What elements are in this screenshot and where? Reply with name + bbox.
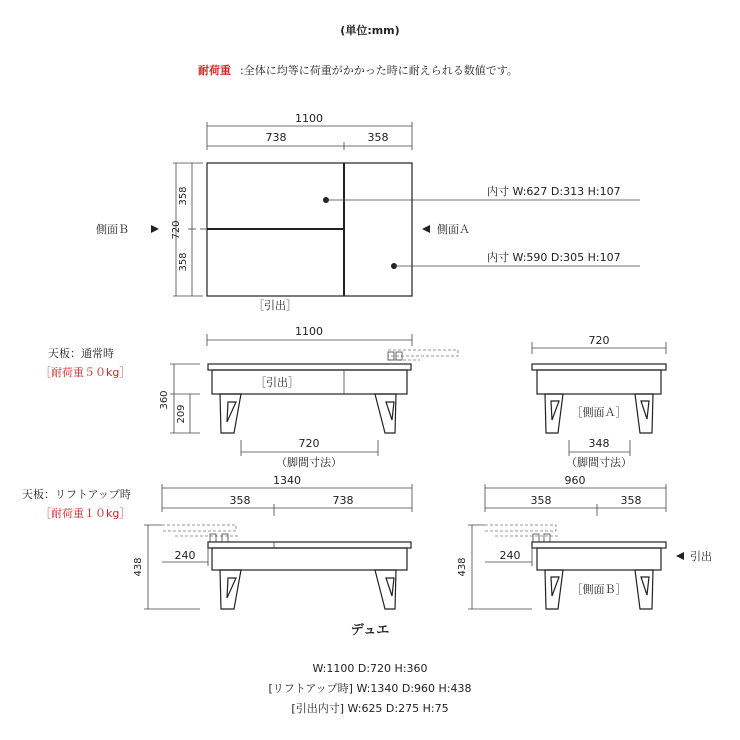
unit-label: (単位:mm) (340, 24, 400, 37)
lift-body (212, 548, 407, 570)
spec-1: W:1100 D:720 H:360 (312, 662, 428, 675)
lift-side-width: 960 (564, 474, 586, 487)
plan-depth-bottom: 358 (178, 252, 189, 272)
normal-height: 360 (159, 390, 170, 410)
lift-width: 1340 (273, 474, 301, 487)
lift-side-seg-right: 358 (620, 494, 642, 507)
inner-dim-1: 内寸 W:627 D:313 H:107 (487, 185, 621, 198)
side-width: 720 (588, 334, 610, 347)
load-note-text: :全体に均等に荷重がかかった時に耐えられる数値です。 (240, 64, 518, 77)
normal-leg-span: 720 (298, 437, 320, 450)
spec-3: [引出内寸] W:625 D:275 H:75 (291, 702, 449, 715)
normal-drawer: ［引出］ (255, 376, 299, 389)
normal-leg-caption: （脚間寸法） (276, 456, 342, 469)
normal-load: ［耐荷重５０kg］ (40, 366, 131, 379)
side-b-label-2: ［側面Ｂ］ (571, 583, 627, 596)
side-a-label: 側面Ａ (437, 223, 470, 236)
side-leg-span: 348 (588, 437, 610, 450)
product-name: デュエ (350, 623, 390, 638)
side-a-body (537, 370, 661, 394)
plan-depth: 720 (171, 220, 182, 240)
normal-width: 1100 (295, 325, 323, 338)
lift-side-view (457, 474, 712, 609)
lift-offset: 240 (174, 549, 196, 562)
inner-dim-2: 内寸 W:590 D:305 H:107 (487, 251, 621, 264)
lift-side-body (537, 548, 661, 570)
side-a-label-2: ［側面Ａ］ (571, 406, 627, 419)
drawer-arrow-icon (676, 552, 684, 560)
lift-load: ［耐荷重１０kg］ (40, 507, 131, 520)
plan-depth-top: 358 (178, 186, 189, 206)
lift-height: 438 (133, 557, 144, 577)
lift-side-height: 438 (457, 557, 468, 577)
side-leg-caption: （脚間寸法） (566, 456, 632, 469)
lift-label: 天板：リフトアップ時 (22, 488, 131, 501)
plan-left-seg: 738 (265, 131, 287, 144)
drawer-arrow-label: 引出 (690, 550, 712, 563)
normal-leg-height: 209 (176, 404, 187, 424)
side-b-label: 側面Ｂ (96, 223, 129, 236)
lift-side-offset: 240 (499, 549, 521, 562)
normal-front-view (40, 325, 458, 469)
plan-view (96, 112, 640, 312)
plan-drawer-label: ［引出］ (253, 299, 297, 312)
normal-side-view (532, 334, 666, 469)
load-note-label: 耐荷重 (198, 64, 231, 77)
lift-seg-right: 738 (332, 494, 354, 507)
lift-seg-left: 358 (229, 494, 251, 507)
normal-body (212, 370, 407, 394)
side-a-arrow-icon (422, 225, 430, 233)
plan-width: 1100 (295, 112, 323, 125)
lift-front-view (22, 474, 412, 609)
side-b-arrow-icon (151, 225, 159, 233)
plan-right-seg: 358 (367, 131, 389, 144)
normal-label: 天板：通常時 (48, 347, 114, 360)
spec-2: [リフトアップ時] W:1340 D:960 H:438 (268, 682, 472, 695)
lift-side-seg-left: 358 (530, 494, 552, 507)
